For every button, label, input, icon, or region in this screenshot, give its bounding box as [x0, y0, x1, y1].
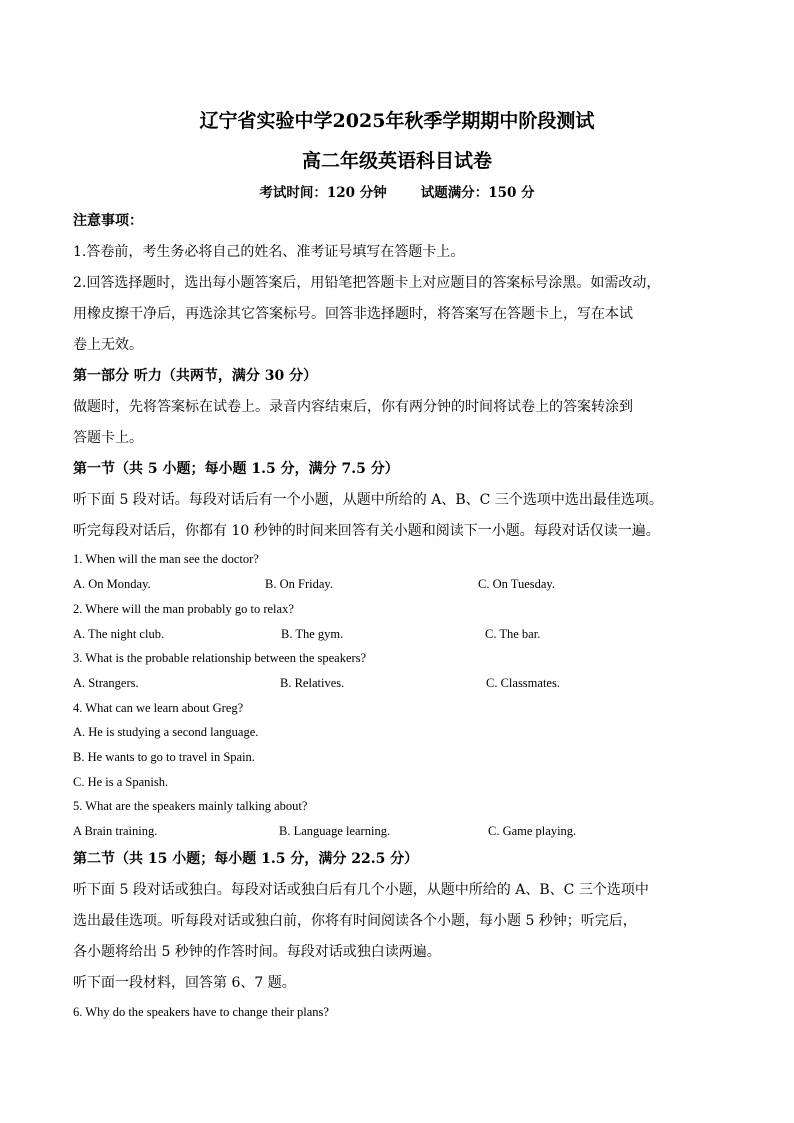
part1-instr-line: 答题卡上。: [73, 430, 143, 446]
section2-instr-line: 选出最佳选项。听每段对话或独白前，你将有时间阅读各个小题，每小题 5 秒钟；听完后，: [73, 913, 637, 929]
section1-heading: 第一节（共 5 小题；每小题 1.5 分，满分 7.5 分）: [73, 461, 399, 477]
section2-instr-line: 各小题将给出 5 秒钟的作答时间。每段对话或独白读两遍。: [73, 944, 441, 960]
section1-instr-line: 听完每段对话后，你都有 10 秒钟的时间来回答有关小题和阅读下一小题。每段对话仅读一遍。: [73, 523, 660, 539]
option-b: B. Language learning.: [279, 824, 391, 838]
part1-heading: 第一部分 听力（共两节，满分 30 分）: [73, 368, 318, 384]
notice-item-2-line: 用橡皮擦干净后，再选涂其它答案标号。回答非选择题时，将答案写在答题卡上，写在本试: [73, 306, 633, 322]
option-a: A. The night club.: [73, 627, 165, 641]
exam-subtitle: 高二年级英语科目试卷: [301, 150, 492, 172]
part1-instructions: [73, 392, 723, 454]
option-b: B. Relatives.: [280, 676, 345, 690]
option-a: A. On Monday.: [73, 577, 151, 591]
section2-instr-line: 听下面 5 段对话或独白。每段对话或独白后有几个小题，从题中所给的 A、B、C 三个选项中: [73, 882, 649, 898]
option-a: A. He is studying a second language.: [73, 725, 259, 739]
option-a: A Brain training.: [73, 824, 158, 838]
section1-instr-line: 听下面 5 段对话。每段对话后有一个小题，从题中所给的 A、B、C 三个选项中选出最佳选项。: [73, 492, 663, 508]
exam-time: 考试时间：120 分钟: [259, 185, 387, 201]
notice-item-2: [73, 268, 723, 361]
exam-title: 辽宁省实验中学2025年秋季学期期中阶段测试: [199, 110, 595, 132]
question-stem: 6. Why do the speakers have to change their plans?: [73, 1005, 329, 1019]
section1-instructions: [73, 485, 723, 547]
option-c: C. On Tuesday.: [478, 577, 555, 591]
notice-item-1: 1.答卷前，考生务必将自己的姓名、准考证号填写在答题卡上。: [73, 244, 465, 260]
exam-info: [0, 181, 794, 201]
section2-instructions: [73, 875, 723, 968]
question-stem: 5. What are the speakers mainly talking about?: [73, 799, 308, 813]
notice-item-2-line: 2.回答选择题时，选出每小题答案后，用铅笔把答题卡上对应题目的答案标号涂黑。如需改动，: [73, 275, 661, 291]
question-stem: 1. When will the man see the doctor?: [73, 552, 259, 566]
option-b: B. He wants to go to travel in Spain.: [73, 750, 255, 764]
full-score: 试题满分：150 分: [420, 185, 535, 201]
part1-instr-line: 做题时，先将答案标在试卷上。录音内容结束后，你有两分钟的时间将试卷上的答案转涂到: [73, 399, 633, 415]
option-c: C. Classmates.: [486, 676, 560, 690]
section2-heading: 第二节（共 15 小题；每小题 1.5 分，满分 22.5 分）: [73, 851, 419, 867]
option-c: C. Game playing.: [488, 824, 577, 838]
option-b: B. The gym.: [281, 627, 344, 641]
question-stem: 3. What is the probable relationship between the speakers?: [73, 651, 367, 665]
option-c: C. He is a Spanish.: [73, 775, 169, 789]
option-a: A. Strangers.: [73, 676, 139, 690]
option-c: C. The bar.: [485, 627, 541, 641]
notice-item-2-line: 卷上无效。: [73, 337, 143, 353]
material-instruction: 听下面一段材料，回答第 6、7 题。: [73, 975, 296, 991]
notice-heading: 注意事项：: [73, 213, 143, 229]
question-stem: 4. What can we learn about Greg?: [73, 701, 244, 715]
question-stem: 2. Where will the man probably go to relax?: [73, 602, 294, 616]
option-b: B. On Friday.: [265, 577, 333, 591]
